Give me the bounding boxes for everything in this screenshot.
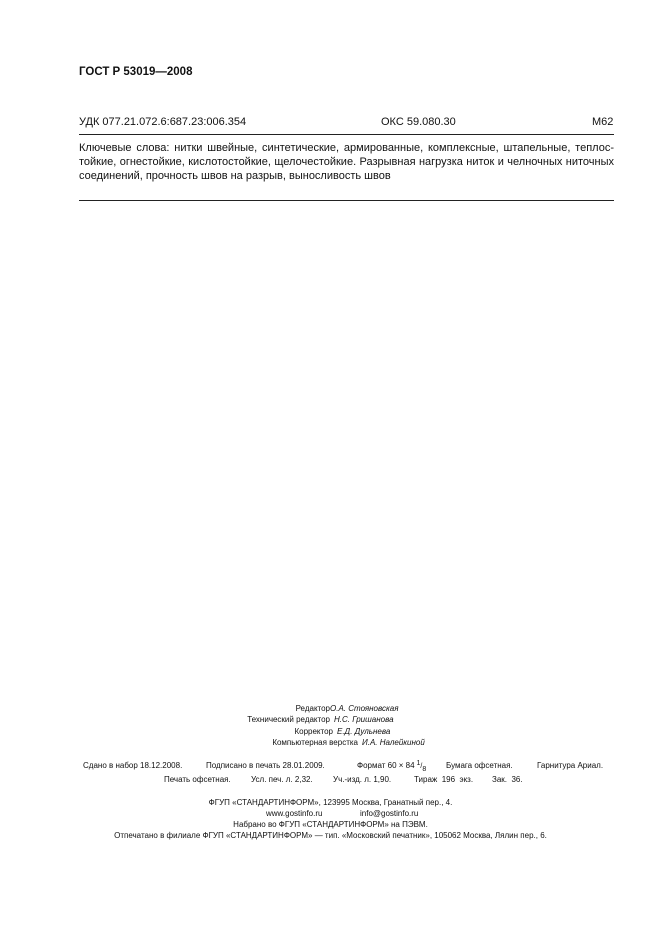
typeset-note: Набрано во ФГУП «СТАНДАРТИНФОРМ» на ПЭВМ. [233,820,428,829]
order-number: Зак. 36. [492,775,523,784]
publisher-email[interactable]: info@gostinfo.ru [360,809,419,818]
publication-sheets: Уч.-изд. л. 1,90. [333,775,392,784]
credit-name: И.А. Налейкиной [362,738,425,747]
typeset-date: Сдано в набор 18.12.2008. [83,761,183,770]
divider-top [79,134,614,135]
format-label [357,760,427,773]
group-code: М62 [592,116,614,128]
print-sheets: Усл. печ. л. 2,32. [251,775,313,784]
oks-code: ОКС 59.080.30 [381,116,456,128]
credit-name: О.А. Стояновская [330,704,399,713]
divider-bottom [79,200,614,201]
print-method: Печать офсетная. [164,775,231,784]
font-type: Гарнитура Ариал. [537,761,604,770]
format-denominator: 8 [422,766,427,773]
format-fraction: 1/8 [416,760,427,773]
keywords-line: тойкие, огнестойкие, кислотостойкие, щелочестойкие. Разрывная нагрузка ниток и челночных ниточных [79,156,614,169]
paper-type: Бумага офсетная. [446,761,513,770]
document-number: ГОСТ Р 53019—2008 [79,66,193,78]
keywords-paragraph [79,141,614,184]
credit-label: Компьютерная верстка [272,738,358,747]
publisher-website[interactable]: www.gostinfo.ru [266,809,323,818]
credit-label: Редактор [295,704,330,713]
credit-label: Технический редактор [247,715,330,724]
print-run: Тираж 196 экз. [414,775,474,784]
credit-label: Корректор [294,727,333,736]
format-prefix: Формат 60 × 84 [357,761,415,770]
printer-note: Отпечатано в филиале ФГУП «СТАНДАРТИНФОРМ» — тип. «Московский печатник», 105062 Москва, Лялин пер., 6. [114,831,547,840]
signed-date: Подписано в печать 28.01.2009. [206,761,325,770]
credit-name: Н.С. Гришанова [334,715,394,724]
keywords-line: Ключевые слова: нитки швейные, синтетические, армированные, комплексные, штапельные, теплос- [79,142,614,154]
format-numerator: 1 [416,760,421,767]
credit-name: Е.Д. Дульнева [337,727,391,736]
keywords-line: соединений, прочность швов на разрыв, выносливость швов [79,170,391,183]
udk-code: УДК 077.21.072.6:687.23:006.354 [79,116,247,128]
publisher-address: ФГУП «СТАНДАРТИНФОРМ», 123995 Москва, Гранатный пер., 4. [208,798,453,807]
